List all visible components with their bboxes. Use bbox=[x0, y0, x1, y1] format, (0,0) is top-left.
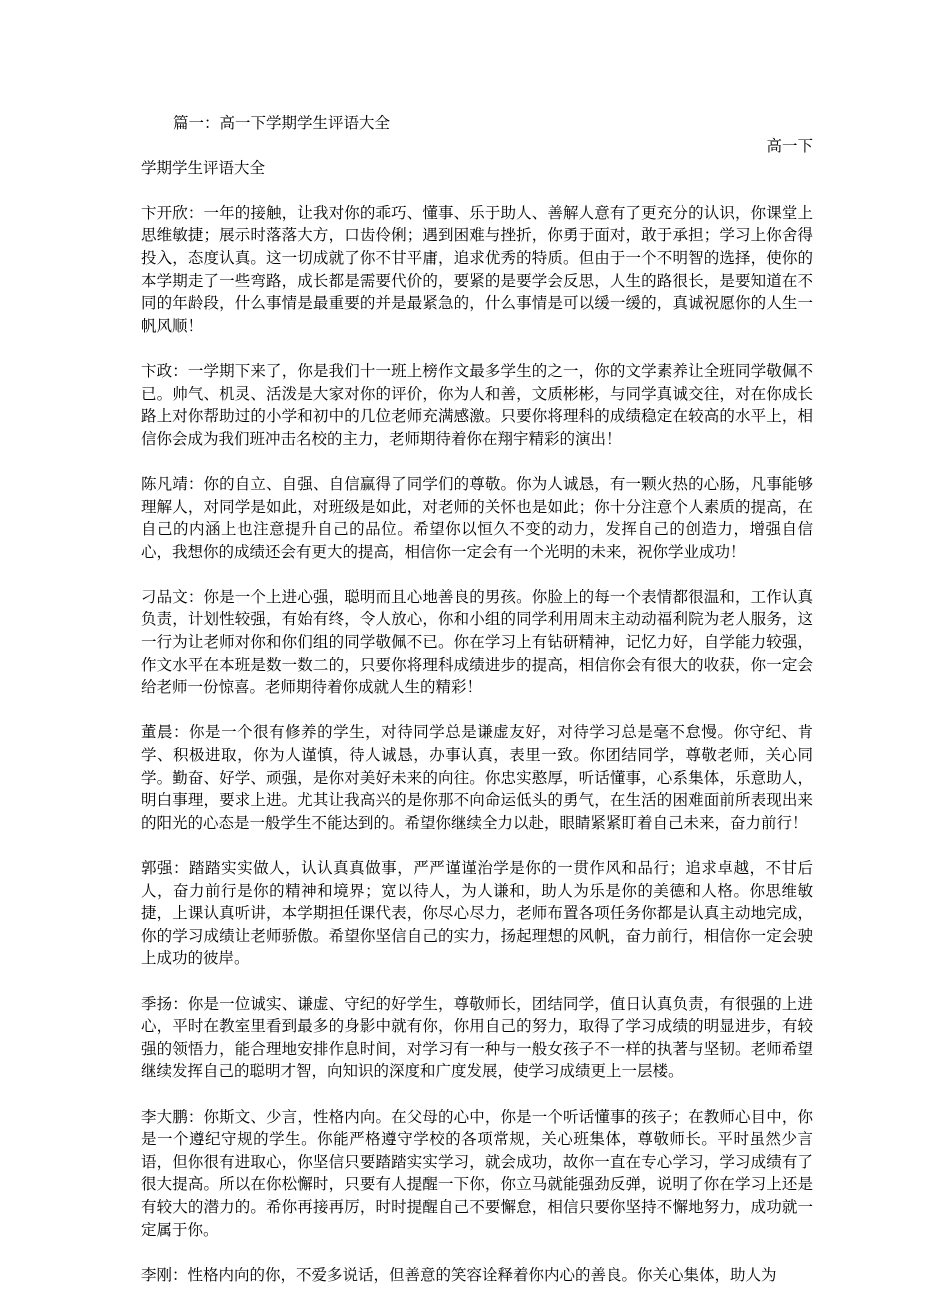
student-name: 刁品文： bbox=[141, 587, 204, 606]
document-page bbox=[141, 112, 813, 1309]
comment-paragraph bbox=[141, 473, 813, 563]
comment-text: 一年的接触，让我对你的乖巧、懂事、乐于助人、善解人意有了更充分的认识，你课堂上思维敏捷；展示时落落大方，口齿伶俐；遇到困难与挫折，你勇于面对，敢于承担；学习上你舍得投入，态度认真。这一切成就了你不甘平庸，追求优秀的特质。但由于一个不明智的选择，使你的本学期走了一些弯路，成长都是需要代价的，要紧的是要学会反思，人生的路很长，是要知道在不同的年龄段，什么事情是最重要的并是最紧急的，什么事情是可以缓一缓的，真诚祝愿你的人生一帆风顺！ bbox=[141, 203, 813, 335]
comment-paragraph bbox=[141, 857, 813, 970]
comment-text: 性格内向的你，不爱多说话，但善意的笑容诠释着你内心的善良。你关心集体，助人为 bbox=[187, 1265, 777, 1284]
student-name: 郭强： bbox=[141, 859, 190, 877]
comment-text: 一学期下来了，你是我们十一班上榜作文最多学生的之一，你的文学素养让全班同学敬佩不已。帅气、机灵、活泼是大家对你的评价，你为人和善，文质彬彬，与同学真诚交往，对在你成长路上对你帮助过的小学和初中的几位老师充满感激。只要你将理科的成绩稳定在较高的水平上，相信你会成为我们班冲击名校的主力，老师期待着你在翔宇精彩的演出！ bbox=[141, 361, 813, 448]
comment-paragraph bbox=[141, 721, 813, 834]
student-name: 董晨： bbox=[141, 723, 190, 742]
comment-paragraph bbox=[141, 202, 813, 338]
comment-paragraph bbox=[141, 1106, 813, 1242]
student-name: 李刚： bbox=[141, 1265, 188, 1284]
comment-text: 你斯文、少言，性格内向。在父母的心中，你是一个听话懂事的孩子；在教师心目中，你是一个遵纪守规的学生。你能严格遵守学校的各项常规，关心班集体，尊敬师长。平时虽然少言语，但你很有进取心，你坚信只要踏踏实实学习，就会成功，故你一直在专心学习，学习成绩有了很大提高。所以在你松懈时，只要有人提醒一下你，你立马就能强劲反弹，说明了你在学习上还是有较大的潜力的。希你再接再厉，时时提醒自己不要懈怠，相信只要你坚持不懈地努力，成功就一定属于你。 bbox=[141, 1107, 813, 1239]
comment-text: 你是一个上进心强，聪明而且心地善良的男孩。你脸上的每一个表情都很温和，工作认真负责，计划性较强，有始有终，令人放心，你和小组的同学利用周末主动动福利院为老人服务，这一行为让老师对你和你们组的同学敬佩不已。你在学习上有钻研精神，记忆力好，自学能力较强，作文水平在本班是数一数二的，只要你将理科成绩进步的提高，相信你会有很大的收获，你一定会给老师一份惊喜。老师期待着你成就人生的精彩！ bbox=[141, 587, 813, 697]
comment-paragraph bbox=[141, 993, 813, 1083]
document-title-continued: 高一下 bbox=[766, 136, 813, 155]
comment-text: 你的自立、自强、自信赢得了同学们的尊敬。你为人诚恳，有一颗火热的心肠，凡事能够理解人，对同学是如此，对班级是如此，对老师的关怀也是如此；你十分注意个人素质的提高，在自己的内涵上也注意提升自己的品位。希望你以恒久不变的动力，发挥自己的创造力，增强自信心，我想你的成绩还会有更大的提高，相信你一定会有一个光明的未来，祝你学业成功！ bbox=[141, 474, 813, 561]
student-name: 卞政： bbox=[141, 361, 188, 380]
student-name: 卞开欣： bbox=[141, 203, 204, 222]
comment-paragraph bbox=[141, 360, 813, 450]
student-name: 季扬： bbox=[141, 994, 188, 1013]
student-name: 陈凡靖： bbox=[141, 474, 204, 493]
comment-text: 踏踏实实做人，认认真真做事，严严谨谨治学是你的一贯作风和品行；追求卓越，不甘后人，奋力前行是你的精神和境界；宽以待人，为人谦和，助人为乐是你的美德和人格。你思维敏捷，上课认真听讲，本学期担任课代表，你尽心尽力，老师布置各项任务你都是认真主动地完成，你的学习成绩让老师骄傲。希望你坚信自己的实力，扬起理想的风帆，奋力前行，相信你一定会驶上成功的彼岸。 bbox=[141, 859, 813, 968]
comment-paragraph bbox=[141, 1264, 813, 1287]
document-title-tail: 学期学生评语大全 bbox=[141, 159, 266, 178]
student-name: 李大鹏： bbox=[141, 1107, 204, 1126]
comment-text: 你是一位诚实、谦虚、守纪的好学生，尊敬师长，团结同学，值日认真负责，有很强的上进心，平时在教室里看到最多的身影中就有你，你用自己的努力，取得了学习成绩的明显进步，有较强的领悟力，能合理地安排作息时间，对学习有一种与一般女孩子不一样的执著与坚韧。老师希望继续发挥自己的聪明才智，向知识的深度和广度发展，使学习成绩更上一层楼。 bbox=[141, 994, 813, 1081]
comment-text: 你是一个很有修养的学生，对待同学总是谦虚友好，对待学习总是毫不怠慢。你守纪、肯学、积极进取，你为人谨慎，待人诚恳，办事认真，表里一致。你团结同学，尊敬老师，关心同学。勤奋、好学、顽强，是你对美好未来的向往。你忠实憨厚，听话懂事，心系集体，乐意助人，明白事理，要求上进。尤其让我高兴的是你那不向命运低头的勇气，在生活的困难面前所表现出来的阳光的心态是一般学生不能达到的。希望你继续全力以赴，眼睛紧紧盯着自己未来，奋力前行！ bbox=[141, 723, 813, 832]
comment-paragraph bbox=[141, 586, 813, 699]
document-title: 篇一：高一下学期学生评语大全 bbox=[173, 114, 391, 132]
